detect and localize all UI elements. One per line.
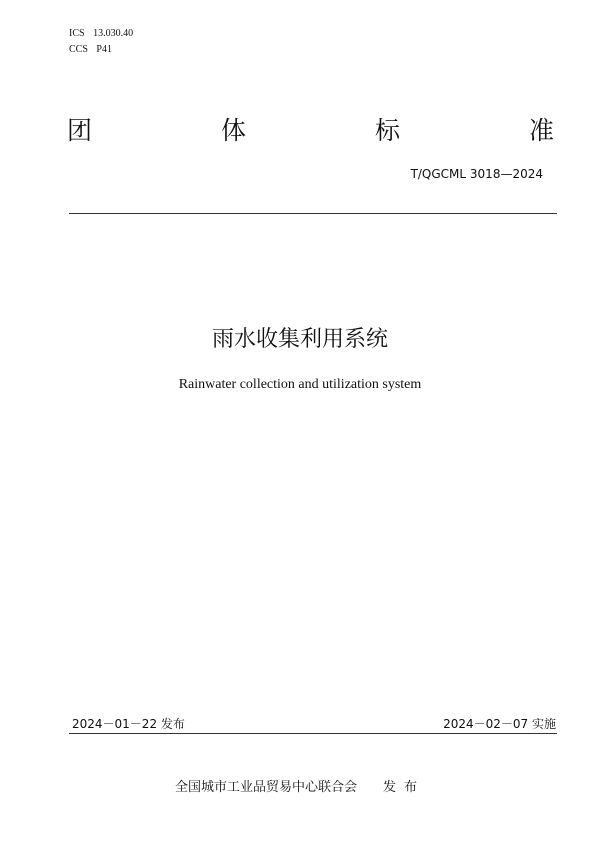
issuer-name: 全国城市工业品贸易中心联合会 xyxy=(174,780,357,795)
ccs-value: P41 xyxy=(96,44,112,55)
classification-codes xyxy=(69,26,139,58)
document-title: 雨水收集利用系统 xyxy=(211,327,388,352)
bottom-divider xyxy=(69,733,557,734)
implement-date: 2024－02－07 实施 xyxy=(443,717,556,731)
issuer-line xyxy=(0,776,600,795)
ics-label: ICS xyxy=(69,28,85,39)
ics-value: 13.030.40 xyxy=(93,28,134,39)
ccs-label: CCS xyxy=(69,44,88,55)
top-divider xyxy=(69,213,557,214)
ics-row xyxy=(69,26,139,42)
issuer-action: 发布 xyxy=(383,780,426,795)
standard-type-heading xyxy=(67,116,554,146)
heading-char: 团 xyxy=(67,116,93,145)
ccs-row xyxy=(69,42,139,58)
heading-char: 标 xyxy=(374,116,400,145)
publish-date: 2024－01－22 发布 xyxy=(72,717,185,731)
heading-char: 体 xyxy=(220,116,246,145)
standard-number: T/QGCML 3018—2024 xyxy=(410,167,543,181)
document-title-english: Rainwater collection and utilization system xyxy=(178,377,422,392)
heading-char: 准 xyxy=(528,116,554,145)
